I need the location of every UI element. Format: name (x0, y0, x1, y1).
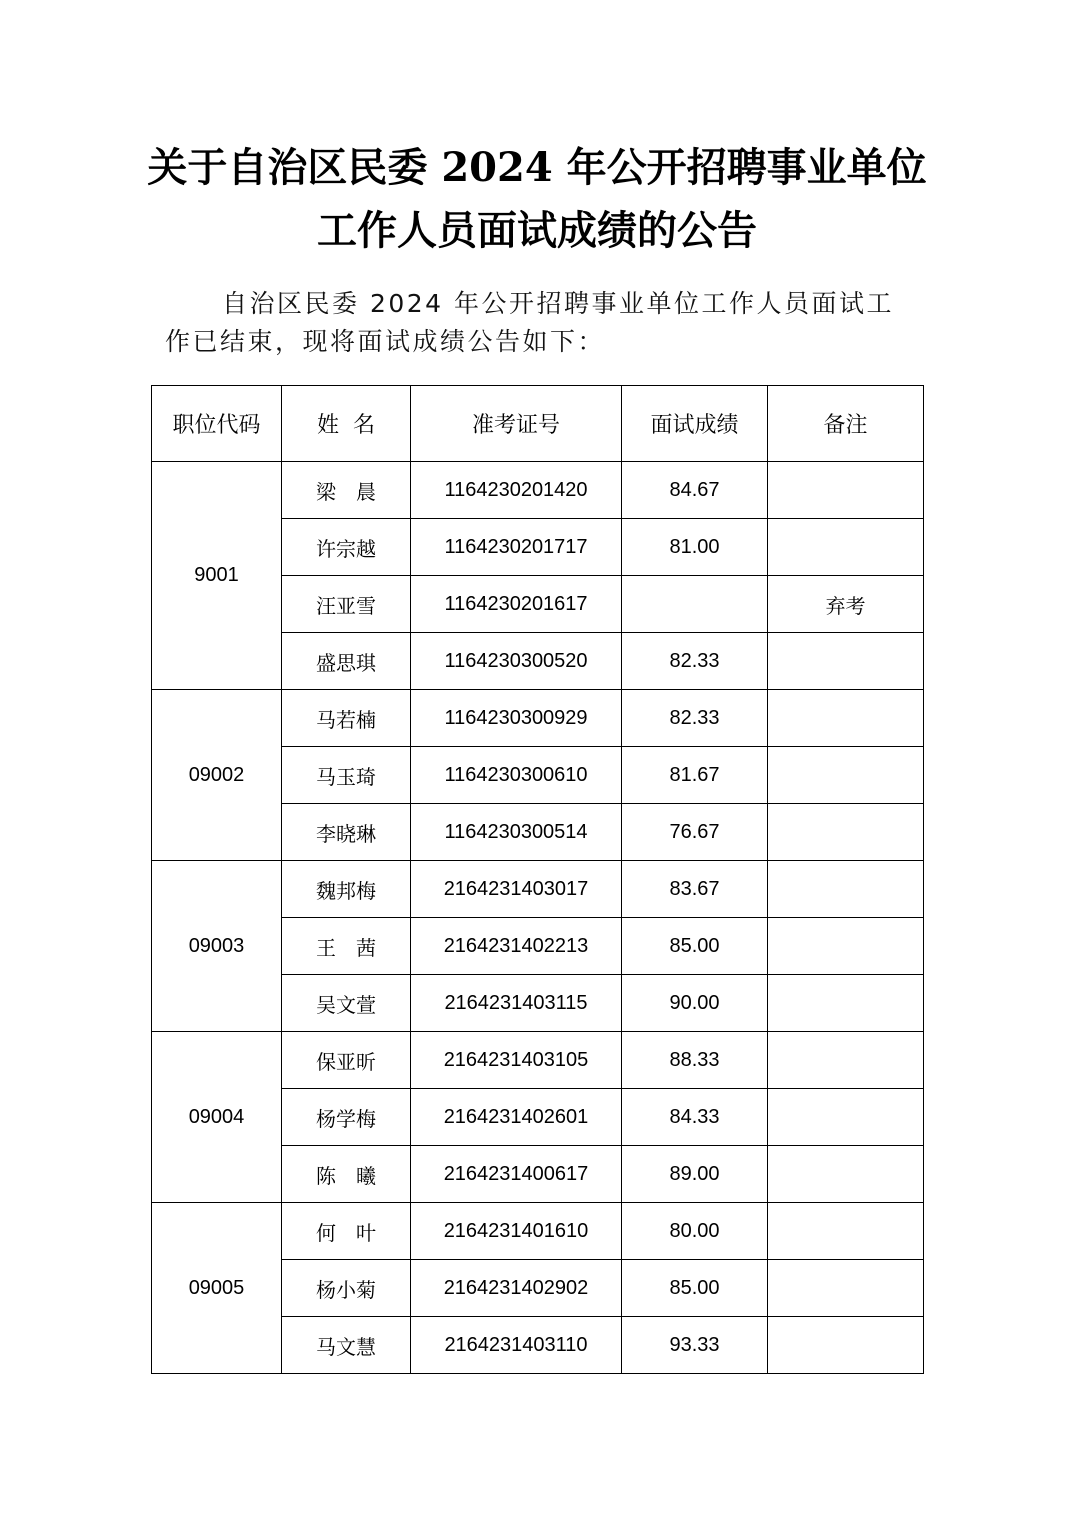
ticket-number-cell: 2164231402601 (411, 1089, 622, 1146)
note-cell (768, 1317, 924, 1374)
name-cell: 保亚昕 (282, 1032, 411, 1089)
table-header-row (152, 386, 924, 462)
name-cell: 梁 晨 (282, 462, 411, 519)
name-cell: 杨小菊 (282, 1260, 411, 1317)
ticket-number-cell: 2164231403017 (411, 861, 622, 918)
note-cell (768, 804, 924, 861)
name-cell: 汪亚雪 (282, 576, 411, 633)
ticket-number-cell: 2164231402213 (411, 918, 622, 975)
header-interview-score: 面试成绩 (622, 386, 768, 462)
name-cell: 许宗越 (282, 519, 411, 576)
note-cell (768, 462, 924, 519)
note-cell (768, 918, 924, 975)
intro-paragraph-line-1: 自治区民委 2024 年公开招聘事业单位工作人员面试工 (222, 289, 895, 318)
score-cell (622, 576, 768, 633)
score-cell: 90.00 (622, 975, 768, 1032)
score-cell: 85.00 (622, 918, 768, 975)
name-cell: 王 茜 (282, 918, 411, 975)
ticket-number-cell: 1164230300514 (411, 804, 622, 861)
name-cell: 马若楠 (282, 690, 411, 747)
score-cell: 83.67 (622, 861, 768, 918)
ticket-number-cell: 2164231402902 (411, 1260, 622, 1317)
name-cell: 何 叶 (282, 1203, 411, 1260)
header-ticket-number: 准考证号 (411, 386, 622, 462)
note-cell (768, 747, 924, 804)
table-body (152, 462, 924, 1374)
position-code-cell: 09002 (152, 690, 282, 861)
note-cell (768, 1260, 924, 1317)
interview-scores-table (151, 385, 924, 1374)
score-cell: 81.67 (622, 747, 768, 804)
ticket-number-cell: 2164231401610 (411, 1203, 622, 1260)
score-cell: 93.33 (622, 1317, 768, 1374)
position-code-cell: 09005 (152, 1203, 282, 1374)
name-cell: 马文慧 (282, 1317, 411, 1374)
score-cell: 80.00 (622, 1203, 768, 1260)
intro-paragraph-line-2: 作已结束，现将面试成绩公告如下： (165, 327, 606, 356)
ticket-number-cell: 2164231403115 (411, 975, 622, 1032)
note-cell (768, 861, 924, 918)
note-cell (768, 1032, 924, 1089)
score-cell: 82.33 (622, 633, 768, 690)
ticket-number-cell: 1164230300520 (411, 633, 622, 690)
score-cell: 85.00 (622, 1260, 768, 1317)
score-cell: 84.33 (622, 1089, 768, 1146)
name-cell: 魏邦梅 (282, 861, 411, 918)
table-row (152, 1032, 924, 1089)
score-cell: 84.67 (622, 462, 768, 519)
page-title-line-1: 关于自治区民委 2024 年公开招聘事业单位 (147, 144, 927, 191)
name-cell: 盛思琪 (282, 633, 411, 690)
note-cell: 弃考 (768, 576, 924, 633)
ticket-number-cell: 2164231400617 (411, 1146, 622, 1203)
position-code-cell: 09004 (152, 1032, 282, 1203)
note-cell (768, 690, 924, 747)
position-code-cell: 09003 (152, 861, 282, 1032)
table-row (152, 1203, 924, 1260)
score-cell: 82.33 (622, 690, 768, 747)
page-title-line-2: 工作人员面试成绩的公告 (317, 207, 757, 254)
ticket-number-cell: 2164231403110 (411, 1317, 622, 1374)
ticket-number-cell: 1164230300610 (411, 747, 622, 804)
note-cell (768, 1089, 924, 1146)
score-cell: 88.33 (622, 1032, 768, 1089)
name-cell: 吴文萱 (282, 975, 411, 1032)
score-cell: 76.67 (622, 804, 768, 861)
table-row (152, 462, 924, 519)
note-cell (768, 633, 924, 690)
name-cell: 马玉琦 (282, 747, 411, 804)
score-cell: 89.00 (622, 1146, 768, 1203)
note-cell (768, 1203, 924, 1260)
name-cell: 陈 曦 (282, 1146, 411, 1203)
ticket-number-cell: 2164231403105 (411, 1032, 622, 1089)
ticket-number-cell: 1164230201717 (411, 519, 622, 576)
name-cell: 李晓琳 (282, 804, 411, 861)
note-cell (768, 1146, 924, 1203)
header-name: 姓 名 (282, 386, 411, 462)
header-notes: 备注 (768, 386, 924, 462)
note-cell (768, 519, 924, 576)
score-cell: 81.00 (622, 519, 768, 576)
position-code-cell: 9001 (152, 462, 282, 690)
table-row (152, 861, 924, 918)
table-row (152, 690, 924, 747)
ticket-number-cell: 1164230201420 (411, 462, 622, 519)
note-cell (768, 975, 924, 1032)
name-cell: 杨学梅 (282, 1089, 411, 1146)
ticket-number-cell: 1164230300929 (411, 690, 622, 747)
ticket-number-cell: 1164230201617 (411, 576, 622, 633)
header-position-code: 职位代码 (152, 386, 282, 462)
